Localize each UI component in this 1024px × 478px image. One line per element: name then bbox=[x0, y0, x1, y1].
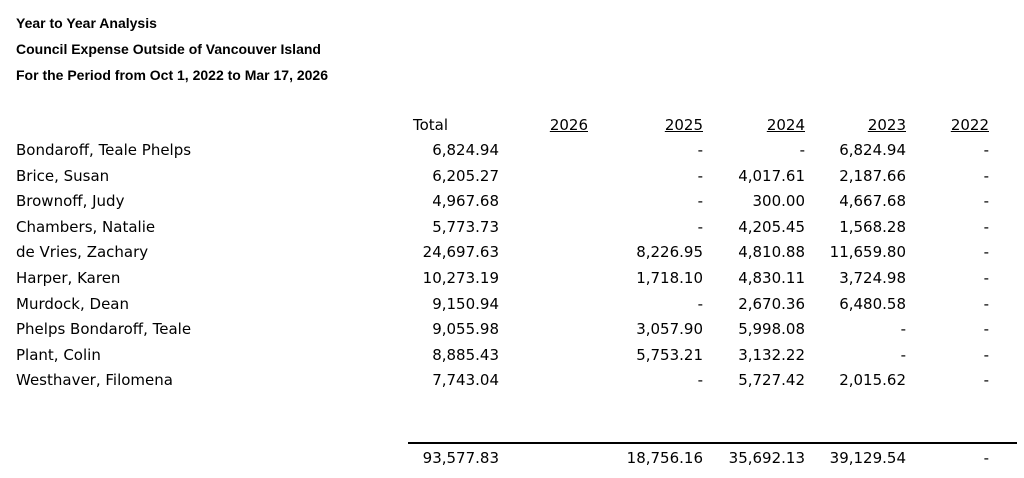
row-value: 10,273.19 bbox=[422, 269, 499, 287]
row-value: - bbox=[900, 346, 906, 364]
row-value: 4,205.45 bbox=[738, 218, 805, 236]
row-value: - bbox=[983, 141, 989, 159]
row-value: - bbox=[983, 320, 989, 338]
row-value: 4,017.61 bbox=[738, 167, 805, 185]
column-header: Total bbox=[412, 116, 448, 134]
row-value: - bbox=[697, 141, 703, 159]
row-value: 1,568.28 bbox=[839, 218, 906, 236]
row-value: - bbox=[697, 295, 703, 313]
report-title: Year to Year Analysis bbox=[16, 15, 157, 31]
row-value: 3,057.90 bbox=[636, 320, 703, 338]
row-name: Brownoff, Judy bbox=[16, 192, 125, 210]
row-value: 5,998.08 bbox=[738, 320, 805, 338]
total-value: 93,577.83 bbox=[422, 449, 499, 467]
row-value: 4,967.68 bbox=[432, 192, 499, 210]
total-value: 18,756.16 bbox=[626, 449, 703, 467]
row-value: 9,150.94 bbox=[432, 295, 499, 313]
row-name: Plant, Colin bbox=[16, 346, 101, 364]
row-name: Harper, Karen bbox=[16, 269, 121, 287]
row-name: Murdock, Dean bbox=[16, 295, 129, 313]
row-value: - bbox=[983, 167, 989, 185]
row-value: 6,824.94 bbox=[839, 141, 906, 159]
row-value: 4,830.11 bbox=[738, 269, 805, 287]
row-name: Westhaver, Filomena bbox=[16, 371, 173, 389]
row-value: - bbox=[983, 295, 989, 313]
row-value: 5,727.42 bbox=[738, 371, 805, 389]
row-value: 6,205.27 bbox=[432, 167, 499, 185]
row-value: 3,724.98 bbox=[839, 269, 906, 287]
total-value: - bbox=[983, 449, 989, 467]
row-value: - bbox=[983, 218, 989, 236]
row-value: - bbox=[900, 320, 906, 338]
row-value: 7,743.04 bbox=[432, 371, 499, 389]
row-value: 24,697.63 bbox=[422, 243, 499, 261]
row-name: Phelps Bondaroff, Teale bbox=[16, 320, 192, 338]
row-value: 11,659.80 bbox=[829, 243, 906, 261]
row-value: - bbox=[799, 141, 805, 159]
row-value: 300.00 bbox=[752, 192, 805, 210]
row-value: 8,885.43 bbox=[432, 346, 499, 364]
row-value: 6,480.58 bbox=[839, 295, 906, 313]
row-value: - bbox=[697, 192, 703, 210]
column-header: 2026 bbox=[549, 116, 588, 134]
row-name: Chambers, Natalie bbox=[16, 218, 156, 236]
row-value: - bbox=[983, 269, 989, 287]
row-value: - bbox=[697, 167, 703, 185]
row-value: - bbox=[983, 371, 989, 389]
row-name: Brice, Susan bbox=[16, 167, 110, 185]
column-header: 2023 bbox=[867, 116, 906, 134]
row-value: 1,718.10 bbox=[636, 269, 703, 287]
row-name: Bondaroff, Teale Phelps bbox=[16, 141, 192, 159]
report-period: For the Period from Oct 1, 2022 to Mar 17, 2026 bbox=[16, 67, 328, 83]
row-value: 5,773.73 bbox=[432, 218, 499, 236]
row-value: 9,055.98 bbox=[432, 320, 499, 338]
row-value: 4,667.68 bbox=[839, 192, 906, 210]
row-value: 6,824.94 bbox=[432, 141, 499, 159]
row-value: - bbox=[983, 192, 989, 210]
column-header: 2025 bbox=[664, 116, 703, 134]
row-name: de Vries, Zachary bbox=[16, 243, 149, 261]
report-subtitle: Council Expense Outside of Vancouver Island bbox=[16, 41, 321, 57]
row-value: - bbox=[697, 371, 703, 389]
row-value: 8,226.95 bbox=[636, 243, 703, 261]
row-value: 2,187.66 bbox=[839, 167, 906, 185]
totals-rule bbox=[408, 442, 1017, 444]
row-value: 2,015.62 bbox=[839, 371, 906, 389]
total-value: 39,129.54 bbox=[829, 449, 906, 467]
row-value: - bbox=[697, 218, 703, 236]
row-value: 2,670.36 bbox=[738, 295, 805, 313]
total-value: 35,692.13 bbox=[728, 449, 805, 467]
row-value: 5,753.21 bbox=[636, 346, 703, 364]
row-value: 3,132.22 bbox=[738, 346, 805, 364]
row-value: 4,810.88 bbox=[738, 243, 805, 261]
row-value: - bbox=[983, 243, 989, 261]
column-header: 2022 bbox=[950, 116, 989, 134]
column-header: 2024 bbox=[766, 116, 805, 134]
row-value: - bbox=[983, 346, 989, 364]
